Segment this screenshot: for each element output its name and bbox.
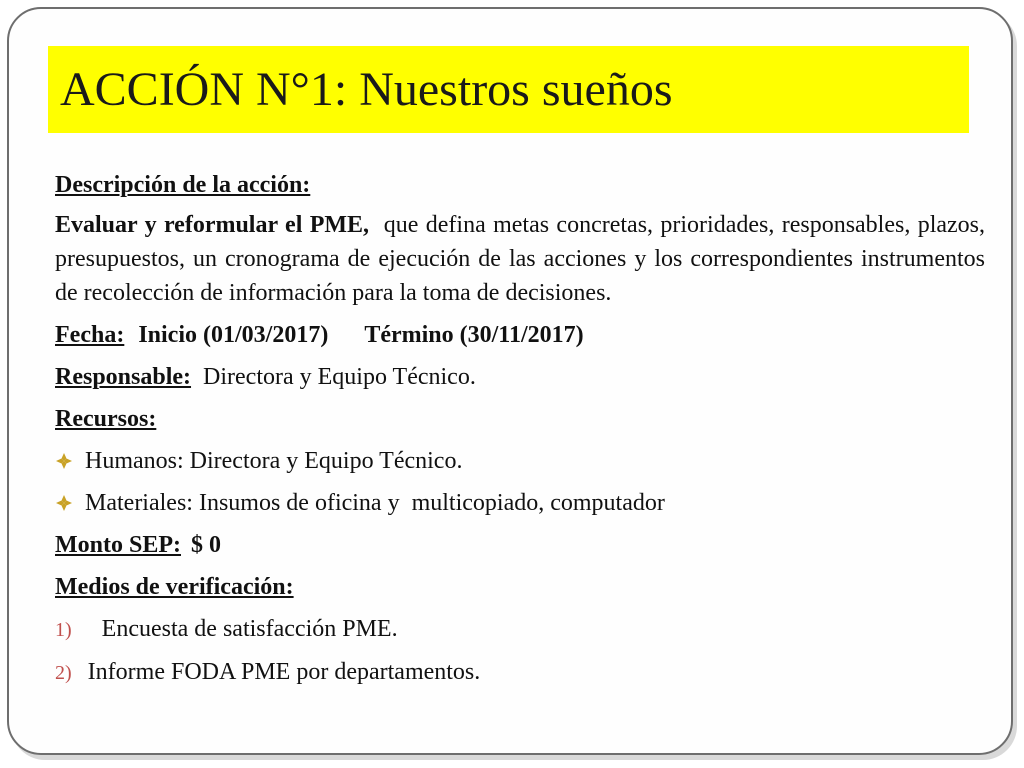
recurso-humanos: Humanos: Directora y Equipo Técnico. [85,448,463,474]
responsable-row [55,360,985,394]
slide-title: ACCIÓN N°1: Nuestros sueños [60,63,673,116]
monto-row [55,528,985,562]
responsable-label: Responsable: [55,364,192,390]
recursos-label: Recursos: [55,406,157,432]
recursos-row [55,402,985,436]
description-lead: Evaluar y reformular el PME, [55,212,370,238]
medio-informe: Informe FODA PME por departamentos. [87,659,481,685]
description-text: que defina metas concretas, prioridades, responsables, plazos, presupuestos, un cronograma de ejecución de las acciones y los correspondientes instrumentos de recolección de información para la toma de decisiones. [55,212,986,306]
medio-encuesta: Encuesta de satisfacción PME. [101,616,398,642]
monto-label: Monto SEP: [55,532,181,558]
description-heading: Descripción de la acción: [55,172,311,198]
recurso-materiales: Materiales: Insumos de oficina y multicopiado, computador [85,490,665,516]
fecha-inicio: Inicio (01/03/2017) [138,322,329,348]
fecha-label: Fecha: [55,322,125,348]
monto-value: $ 0 [191,532,221,558]
diamond-bullet-icon [55,452,73,470]
diamond-bullet-icon [55,494,73,512]
number-marker: 1) [55,619,72,641]
description-paragraph [55,208,985,310]
fecha-termino: Término (30/11/2017) [364,322,584,348]
medios-row [55,570,985,604]
number-marker: 2) [55,662,72,684]
medios-label: Medios de verificación: [55,574,294,600]
fecha-row [55,318,985,352]
list-item [55,444,985,478]
slide-content [55,168,985,698]
list-item [55,486,985,520]
list-item [55,612,985,647]
responsable-value: Directora y Equipo Técnico. [203,364,476,390]
list-item [55,655,985,690]
